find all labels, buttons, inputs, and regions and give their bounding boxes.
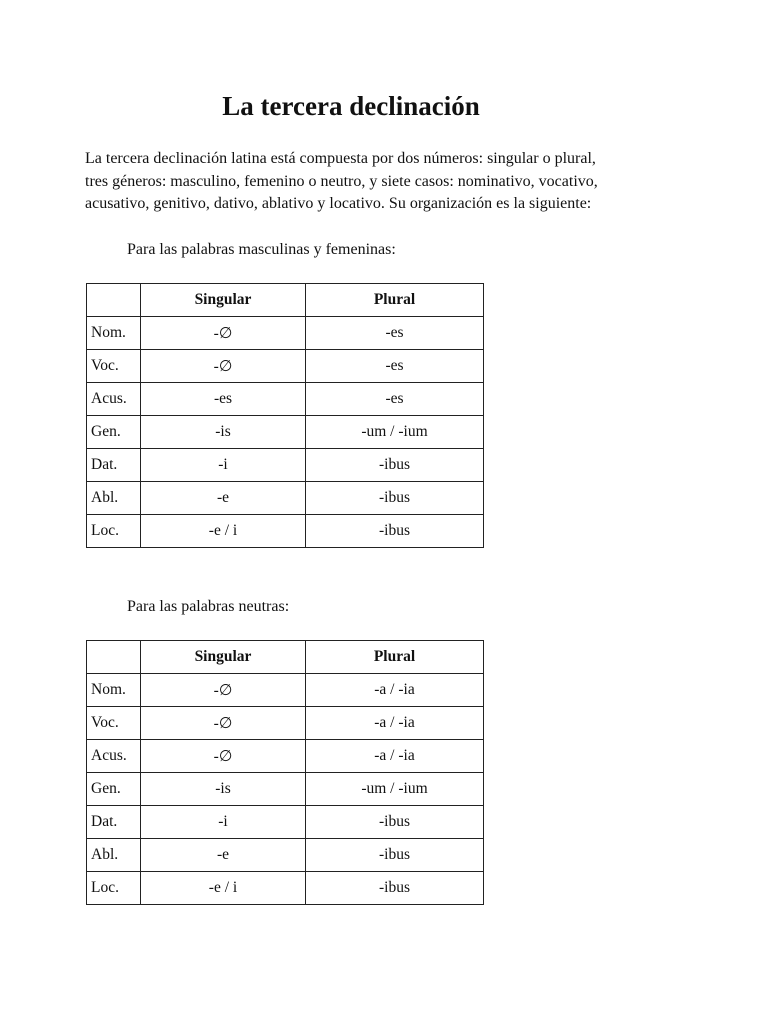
table-row — [87, 383, 484, 416]
plural-cell: -es — [306, 383, 484, 416]
singular-cell: -is — [141, 416, 306, 449]
singular-cell: -es — [141, 383, 306, 416]
table-row — [87, 449, 484, 482]
singular-cell: -e / i — [141, 515, 306, 548]
table-row — [87, 806, 484, 839]
singular-cell: -∅ — [141, 674, 306, 707]
plural-cell: -a / -ia — [306, 674, 484, 707]
table-row — [87, 482, 484, 515]
intro-line: La tercera declinación latina está compuesta por dos números: singular o plural, — [85, 150, 596, 167]
case-cell: Nom. — [87, 674, 141, 707]
singular-cell: -∅ — [141, 317, 306, 350]
header-singular: Singular — [141, 284, 306, 317]
table-row — [87, 740, 484, 773]
plural-cell: -ibus — [306, 872, 484, 905]
table-row — [87, 839, 484, 872]
table-row — [87, 317, 484, 350]
case-cell: Gen. — [87, 416, 141, 449]
case-cell: Loc. — [87, 515, 141, 548]
singular-cell: -i — [141, 449, 306, 482]
plural-cell: -ibus — [306, 449, 484, 482]
case-cell: Voc. — [87, 707, 141, 740]
case-cell: Acus. — [87, 383, 141, 416]
plural-cell: -um / -ium — [306, 773, 484, 806]
case-cell: Gen. — [87, 773, 141, 806]
singular-cell: -e — [141, 482, 306, 515]
table-row — [87, 515, 484, 548]
singular-cell: -e — [141, 839, 306, 872]
table-row — [87, 416, 484, 449]
table-row — [87, 872, 484, 905]
neuter-table — [86, 640, 484, 905]
table-header-row — [87, 641, 484, 674]
table-row — [87, 707, 484, 740]
plural-cell: -es — [306, 350, 484, 383]
table-row — [87, 674, 484, 707]
page-title: La tercera declinación — [222, 91, 480, 121]
header-plural: Plural — [306, 284, 484, 317]
singular-cell: -∅ — [141, 707, 306, 740]
plural-cell: -ibus — [306, 839, 484, 872]
singular-cell: -e / i — [141, 872, 306, 905]
plural-cell: -a / -ia — [306, 707, 484, 740]
plural-cell: -um / -ium — [306, 416, 484, 449]
case-cell: Loc. — [87, 872, 141, 905]
header-case — [87, 284, 141, 317]
plural-cell: -es — [306, 317, 484, 350]
case-cell: Dat. — [87, 806, 141, 839]
header-plural: Plural — [306, 641, 484, 674]
masc-fem-table — [86, 283, 484, 548]
case-cell: Abl. — [87, 482, 141, 515]
intro-line: acusativo, genitivo, dativo, ablativo y locativo. Su organización es la siguiente: — [85, 195, 592, 212]
masc-fem-label: Para las palabras masculinas y femeninas: — [127, 241, 396, 258]
table-row — [87, 350, 484, 383]
plural-cell: -a / -ia — [306, 740, 484, 773]
singular-cell: -∅ — [141, 740, 306, 773]
header-case — [87, 641, 141, 674]
plural-cell: -ibus — [306, 515, 484, 548]
plural-cell: -ibus — [306, 482, 484, 515]
singular-cell: -i — [141, 806, 306, 839]
case-cell: Nom. — [87, 317, 141, 350]
intro-line: tres géneros: masculino, femenino o neutro, y siete casos: nominativo, vocativo, — [85, 172, 598, 190]
header-singular: Singular — [141, 641, 306, 674]
case-cell: Dat. — [87, 449, 141, 482]
plural-cell: -ibus — [306, 806, 484, 839]
table-header-row — [87, 284, 484, 317]
table-row — [87, 773, 484, 806]
intro-paragraph — [85, 148, 645, 216]
case-cell: Abl. — [87, 839, 141, 872]
singular-cell: -∅ — [141, 350, 306, 383]
singular-cell: -is — [141, 773, 306, 806]
neuter-label: Para las palabras neutras: — [127, 598, 290, 615]
case-cell: Voc. — [87, 350, 141, 383]
case-cell: Acus. — [87, 740, 141, 773]
